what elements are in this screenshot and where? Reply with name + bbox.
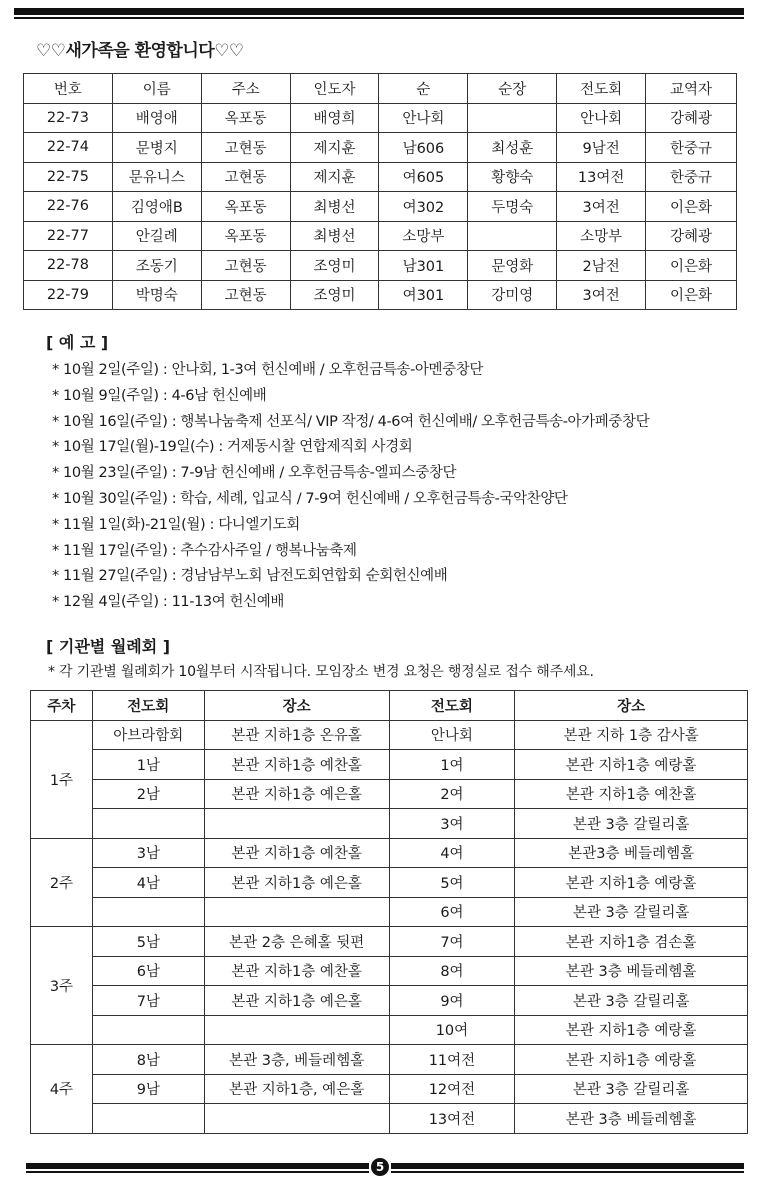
table-cell bbox=[204, 809, 389, 839]
table-cell: 강혜광 bbox=[646, 221, 737, 251]
table-cell: 10여 bbox=[389, 1015, 515, 1045]
table-cell: 배영애 bbox=[112, 103, 201, 133]
table-cell: 본관 지하1층 예찬홀 bbox=[204, 838, 389, 868]
table-cell: 본관 3층 베들레헴홀 bbox=[515, 1104, 748, 1134]
table-cell: 남301 bbox=[379, 251, 468, 281]
table-cell: 5여 bbox=[389, 868, 515, 898]
notice-item: * 10월 17일(월)-19일(수) : 거제동시찰 연합제직회 사경회 bbox=[52, 439, 413, 456]
header-cell: 주소 bbox=[201, 74, 290, 104]
table-cell: 22-75 bbox=[24, 162, 113, 192]
notice-item: * 10월 30일(주일) : 학습, 세례, 입교식 / 7-9여 헌신예배 / 오후헌금특송-국악찬양단 bbox=[52, 490, 568, 507]
table-cell: 옥포동 bbox=[201, 103, 290, 133]
table-row bbox=[31, 750, 748, 780]
table-row bbox=[31, 779, 748, 809]
table-cell: 2여 bbox=[389, 779, 515, 809]
table-cell: 본관 지하1층 예랑홀 bbox=[515, 868, 748, 898]
header-cell: 전도회 bbox=[92, 691, 204, 721]
table-cell: 옥포동 bbox=[201, 192, 290, 222]
table-cell: 9여 bbox=[389, 986, 515, 1016]
notice-item: * 10월 16일(주일) : 행복나눔축제 선포식/ VIP 작정/ 4-6여 헌신예배/ 오후헌금특송-아가페중창단 bbox=[52, 413, 650, 430]
table-cell: 본관 지하1층 예랑홀 bbox=[515, 1015, 748, 1045]
table-row bbox=[31, 838, 748, 868]
table-cell: 본관 3층 갈릴리홀 bbox=[515, 897, 748, 927]
table-cell: 6여 bbox=[389, 897, 515, 927]
table-cell bbox=[204, 1015, 389, 1045]
table-cell bbox=[92, 1104, 204, 1134]
table-cell: 3남 bbox=[92, 838, 204, 868]
table-row bbox=[31, 986, 748, 1016]
table-cell: 이은화 bbox=[646, 280, 737, 310]
table-cell: 11여전 bbox=[389, 1045, 515, 1075]
table-row bbox=[31, 1045, 748, 1075]
table-cell: 7여 bbox=[389, 927, 515, 957]
table-cell: 고현동 bbox=[201, 251, 290, 281]
table-cell: 본관 3층 갈릴리홀 bbox=[515, 809, 748, 839]
table-cell: 2남 bbox=[92, 779, 204, 809]
table-cell: 3여전 bbox=[557, 192, 646, 222]
table-cell: 6남 bbox=[92, 956, 204, 986]
table-cell bbox=[92, 897, 204, 927]
table-cell: 22-78 bbox=[24, 251, 113, 281]
table-cell: 본관 지하1층 겸손홀 bbox=[515, 927, 748, 957]
bottom-rule-left bbox=[26, 1163, 369, 1169]
table-cell: 2남전 bbox=[557, 251, 646, 281]
notice-item: * 10월 9일(주일) : 4-6남 헌신예배 bbox=[52, 387, 267, 404]
notice-item: * 12월 4일(주일) : 11-13여 헌신예배 bbox=[52, 594, 284, 611]
header-cell: 전도회 bbox=[557, 74, 646, 104]
week-label: 2주 bbox=[31, 838, 93, 927]
table-cell: 본관 3층, 베들레헴홀 bbox=[204, 1045, 389, 1075]
table-cell: 옥포동 bbox=[201, 221, 290, 251]
notice-item: * 10월 23일(주일) : 7-9남 헌신예배 / 오후헌금특송-엘피스중창단 bbox=[52, 465, 457, 482]
table-cell: 3여전 bbox=[557, 280, 646, 310]
table-cell: 조동기 bbox=[112, 251, 201, 281]
week-label: 1주 bbox=[31, 720, 93, 838]
table-cell: 본관 지하1층 예은홀 bbox=[204, 986, 389, 1016]
table-cell: 두명숙 bbox=[468, 192, 557, 222]
table-cell: 9남전 bbox=[557, 133, 646, 163]
header-cell: 번호 bbox=[24, 74, 113, 104]
table-cell bbox=[204, 1104, 389, 1134]
table-cell: 3여 bbox=[389, 809, 515, 839]
table-row bbox=[24, 162, 737, 192]
table-row bbox=[24, 280, 737, 310]
table-cell: 고현동 bbox=[201, 133, 290, 163]
table-row bbox=[31, 1074, 748, 1104]
table-cell: 남606 bbox=[379, 133, 468, 163]
bottom-rule-right bbox=[391, 1163, 744, 1169]
table-cell: 문병지 bbox=[112, 133, 201, 163]
top-rule bbox=[14, 8, 744, 15]
table-cell bbox=[468, 103, 557, 133]
table-cell: 본관 3층 베들레헴홀 bbox=[515, 956, 748, 986]
table-cell: 8여 bbox=[389, 956, 515, 986]
page-number: 5 bbox=[371, 1158, 389, 1176]
new-family-title: ♡♡새가족을 환영합니다♡♡ bbox=[36, 41, 244, 61]
table-cell: 박명숙 bbox=[112, 280, 201, 310]
header-cell: 인도자 bbox=[290, 74, 379, 104]
table-cell: 본관 지하1층 예은홀 bbox=[204, 868, 389, 898]
notice-item: * 10월 2일(주일) : 안나회, 1-3여 헌신예배 / 오후헌금특송-아멘중창단 bbox=[52, 362, 483, 378]
table-cell: 한중규 bbox=[646, 133, 737, 163]
table-cell: 조영미 bbox=[290, 251, 379, 281]
table-cell: 문유니스 bbox=[112, 162, 201, 192]
table-cell: 13여전 bbox=[389, 1104, 515, 1134]
table-cell: 1여 bbox=[389, 750, 515, 780]
table-row bbox=[31, 1015, 748, 1045]
top-rule-thin bbox=[14, 17, 744, 19]
table-cell: 8남 bbox=[92, 1045, 204, 1075]
table-cell: 본관 지하1층 예랑홀 bbox=[515, 1045, 748, 1075]
bottom-rule-right-thin bbox=[391, 1171, 744, 1173]
table-row bbox=[24, 103, 737, 133]
table-cell: 22-74 bbox=[24, 133, 113, 163]
table-cell bbox=[92, 1015, 204, 1045]
header-cell: 주차 bbox=[31, 691, 93, 721]
header-cell: 장소 bbox=[515, 691, 748, 721]
monthly-note: * 각 기관별 월례회가 10월부터 시작됩니다. 모임장소 변경 요청은 행정실로 접수 해주세요. bbox=[48, 664, 594, 680]
table-cell: 최병선 bbox=[290, 192, 379, 222]
week-label: 3주 bbox=[31, 927, 93, 1045]
table-row bbox=[31, 927, 748, 957]
table-row bbox=[24, 133, 737, 163]
header-cell: 장소 bbox=[204, 691, 389, 721]
table-cell: 본관 지하1층 예랑홀 bbox=[515, 750, 748, 780]
table-cell bbox=[92, 809, 204, 839]
table-cell: 여301 bbox=[379, 280, 468, 310]
table-cell: 고현동 bbox=[201, 280, 290, 310]
monthly-header-row bbox=[31, 691, 748, 721]
table-cell: 7남 bbox=[92, 986, 204, 1016]
table-cell: 13여전 bbox=[557, 162, 646, 192]
table-cell: 안나회 bbox=[389, 720, 515, 750]
notice-item: * 11월 17일(주일) : 추수감사주일 / 행복나눔축제 bbox=[52, 542, 357, 559]
table-cell: 본관 지하1층 예찬홀 bbox=[515, 779, 748, 809]
notice-item: * 11월 27일(주일) : 경남남부노회 남전도회연합회 순회헌신예배 bbox=[52, 568, 448, 585]
header-cell: 교역자 bbox=[646, 74, 737, 104]
table-cell: 5남 bbox=[92, 927, 204, 957]
table-cell: 여605 bbox=[379, 162, 468, 192]
notice-title: [ 예 고 ] bbox=[46, 333, 109, 352]
bottom-rule-left-thin bbox=[26, 1171, 369, 1173]
table-cell: 제지훈 bbox=[290, 133, 379, 163]
table-cell: 1남 bbox=[92, 750, 204, 780]
table-row bbox=[31, 1104, 748, 1134]
table-cell: 이은화 bbox=[646, 192, 737, 222]
header-cell: 순 bbox=[379, 74, 468, 104]
table-cell: 22-76 bbox=[24, 192, 113, 222]
table-cell: 4남 bbox=[92, 868, 204, 898]
table-row bbox=[24, 221, 737, 251]
monthly-meeting-table bbox=[30, 690, 748, 1134]
header-cell: 전도회 bbox=[389, 691, 515, 721]
table-cell: 본관 지하 1층 감사홀 bbox=[515, 720, 748, 750]
table-cell: 본관 2층 은혜홀 뒷편 bbox=[204, 927, 389, 957]
table-row bbox=[31, 897, 748, 927]
table-cell: 황향숙 bbox=[468, 162, 557, 192]
new-family-table bbox=[23, 73, 737, 310]
table-cell: 최성훈 bbox=[468, 133, 557, 163]
table-cell bbox=[204, 897, 389, 927]
table-row bbox=[24, 192, 737, 222]
table-cell: 강혜광 bbox=[646, 103, 737, 133]
table-cell: 22-73 bbox=[24, 103, 113, 133]
table-cell: 고현동 bbox=[201, 162, 290, 192]
monthly-title: [ 기관별 월례회 ] bbox=[46, 637, 171, 656]
table-cell: 조영미 bbox=[290, 280, 379, 310]
table-cell: 최병선 bbox=[290, 221, 379, 251]
table-cell bbox=[468, 221, 557, 251]
table-cell: 아브라함회 bbox=[92, 720, 204, 750]
table-cell: 본관 지하1층 온유홀 bbox=[204, 720, 389, 750]
table-cell: 강미영 bbox=[468, 280, 557, 310]
table-cell: 본관3층 베들레헴홀 bbox=[515, 838, 748, 868]
table-cell: 본관 3층 갈릴리홀 bbox=[515, 986, 748, 1016]
table-cell: 소망부 bbox=[557, 221, 646, 251]
notice-list bbox=[52, 358, 649, 616]
table-cell: 안나회 bbox=[557, 103, 646, 133]
table-cell: 김영애B bbox=[112, 192, 201, 222]
table-cell: 본관 지하1층 예찬홀 bbox=[204, 750, 389, 780]
table-cell: 한중규 bbox=[646, 162, 737, 192]
table-cell: 배영희 bbox=[290, 103, 379, 133]
table-row bbox=[31, 956, 748, 986]
table-row bbox=[24, 251, 737, 281]
table-cell: 안길례 bbox=[112, 221, 201, 251]
table-row bbox=[31, 720, 748, 750]
table-cell: 이은화 bbox=[646, 251, 737, 281]
table-cell: 22-79 bbox=[24, 280, 113, 310]
notice-item: * 11월 1일(화)-21일(월) : 다니엘기도회 bbox=[52, 516, 300, 533]
table-cell: 안나회 bbox=[379, 103, 468, 133]
table-cell: 본관 지하1층 예은홀 bbox=[204, 779, 389, 809]
table-cell: 소망부 bbox=[379, 221, 468, 251]
table-cell: 12여전 bbox=[389, 1074, 515, 1104]
table-cell: 제지훈 bbox=[290, 162, 379, 192]
table-row bbox=[31, 868, 748, 898]
table-cell: 4여 bbox=[389, 838, 515, 868]
header-cell: 순장 bbox=[468, 74, 557, 104]
table-cell: 본관 지하1층, 예은홀 bbox=[204, 1074, 389, 1104]
new-family-header-row bbox=[24, 74, 737, 104]
week-label: 4주 bbox=[31, 1045, 93, 1134]
table-row bbox=[31, 809, 748, 839]
table-cell: 여302 bbox=[379, 192, 468, 222]
header-cell: 이름 bbox=[112, 74, 201, 104]
table-cell: 본관 3층 갈릴리홀 bbox=[515, 1074, 748, 1104]
table-cell: 문영화 bbox=[468, 251, 557, 281]
table-cell: 본관 지하1층 예찬홀 bbox=[204, 956, 389, 986]
table-cell: 9남 bbox=[92, 1074, 204, 1104]
table-cell: 22-77 bbox=[24, 221, 113, 251]
